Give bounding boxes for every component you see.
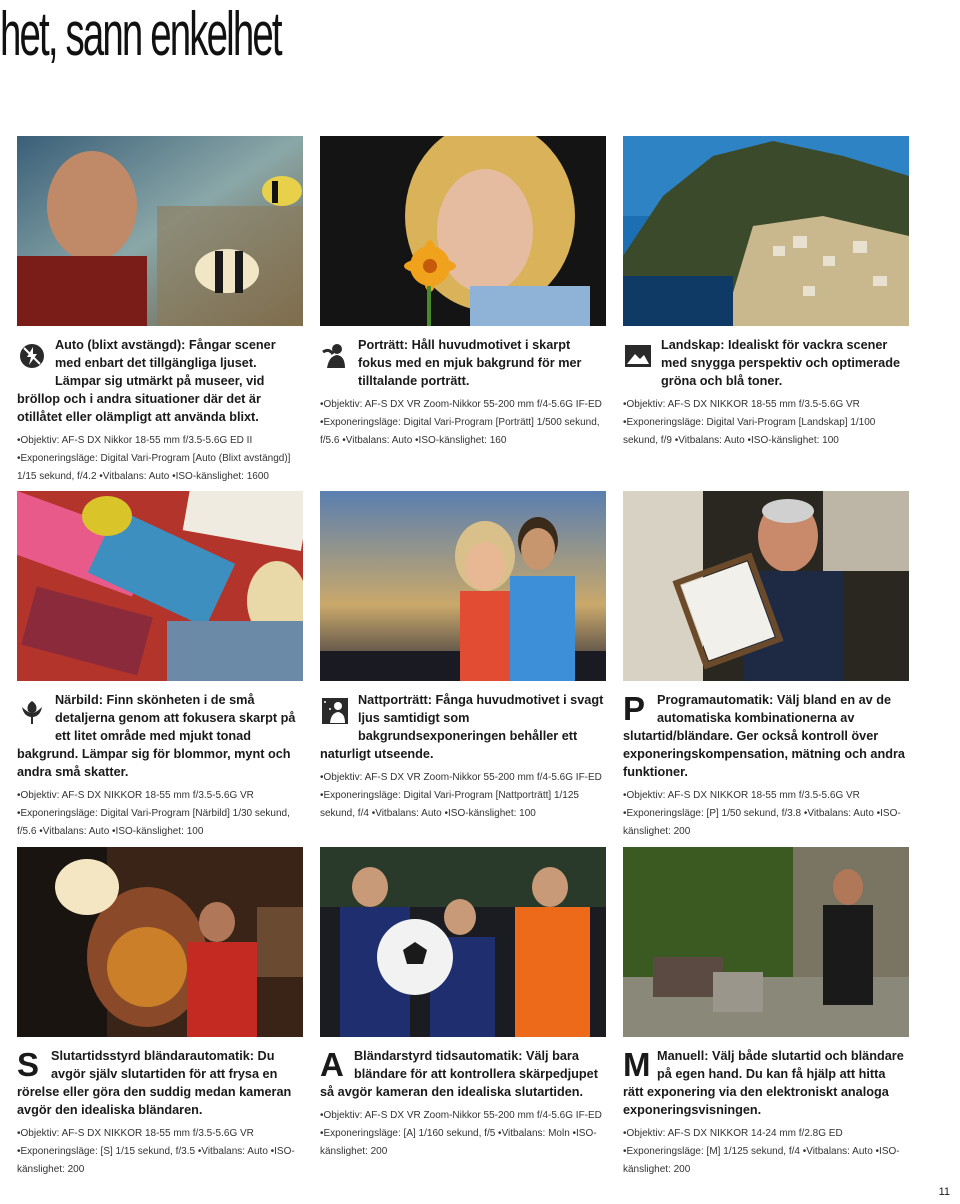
scene-card-auto	[17, 136, 303, 486]
thread-spools-photo	[17, 491, 303, 681]
caption: Porträtt: Håll huvudmotivet i skarpt fokus med en mjuk bakgrund för mer tilltalande porträtt.	[320, 336, 606, 390]
scene-card-aperture-priority	[320, 847, 606, 1161]
spec-text: •Objektiv: AF-S DX NIKKOR 18-55 mm f/3.5-5.6G VR •Exponeringsläge: Digital Vari-Program [Landskap] 1/100 sekund, f/9 •Vitbalans: Auto •ISO-känslighet: 100	[623, 399, 876, 446]
scene-card-shutter-priority	[17, 847, 303, 1179]
caption: Landskap: Idealiskt för vackra scener med snygga perspektiv och optimerade gröna och blå toner.	[623, 336, 909, 390]
spec-text: •Objektiv: AF-S DX NIKKOR 18-55 mm f/3.5-5.6G VR •Exponeringsläge: [P] 1/50 sekund, f/3.8 •Vitbalans: Auto •ISO-känslighet: 200	[623, 790, 901, 837]
caption: P Programautomatik: Välj bland en av de automatiska kombinationerna av slutartid/bländare. Ger också kontroll över exponeringskompensation, mätning och andra funktioner.	[623, 690, 905, 779]
football-team-photo	[320, 847, 606, 1037]
pizza-maker-photo	[17, 847, 303, 1037]
craftsman-photo	[623, 491, 909, 681]
spec-text: •Objektiv: AF-S DX NIKKOR 18-55 mm f/3.5-5.6G VR •Exponeringsläge: [S] 1/15 sekund, f/3.5 •Vitbalans: Auto •ISO-känslighet: 200	[17, 1128, 295, 1175]
caption: Nattporträtt: Fånga huvudmotivet i svagt ljus samtidigt som bakgrundsexponeringen behåller ett naturligt utseende.	[320, 693, 604, 761]
night-portrait-icon	[320, 696, 350, 726]
scene-card-night-portrait	[320, 491, 606, 823]
mode-letter: M	[623, 1046, 651, 1083]
auto-flash-off-icon	[17, 341, 47, 371]
portrait-icon	[320, 341, 350, 371]
caption: M Manuell: Välj både slutartid och bländare på egen hand. Du kan få hjälp att hitta rätt exponering via den elektroniskt analoga exponeringsvisningen.	[623, 1046, 904, 1117]
spec-text: •Objektiv: AF-S DX NIKKOR 14-24 mm f/2.8G ED •Exponeringsläge: [M] 1/125 sekund, f/4 •Vitbalans: Auto •ISO-känslighet: 200	[623, 1128, 900, 1175]
landscape-icon	[623, 341, 653, 371]
mode-letter: P	[623, 690, 646, 727]
child-aquarium-photo	[17, 136, 303, 326]
spec-text: •Objektiv: AF-S DX Nikkor 18-55 mm f/3.5-5.6G ED II •Exponeringsläge: Digital Vari-Program [Auto (Blixt avstängd)] 1/15 sekund, f/4.2 •Vitbalans: Auto •ISO-känslighet: 1600	[17, 435, 291, 482]
spec-text: •Objektiv: AF-S DX VR Zoom-Nikkor 55-200 mm f/4-5.6G IF-ED •Exponeringsläge: Digital Vari-Program [Porträtt] 1/500 sekund, f/5.6 •Vitbalans: Auto •ISO-känslighet: 160	[320, 399, 602, 446]
woman-flower-photo	[320, 136, 606, 326]
scene-card-manual	[623, 847, 909, 1179]
page-title: het, sann enkelhet	[0, 0, 281, 69]
scene-card-landscape	[623, 136, 909, 450]
caption: Närbild: Finn skönheten i de små detaljerna genom att fokusera skarpt på ett litet område med mjukt tonad bakgrund. Lämpar sig för blommor, mynt och andra små skatter.	[17, 693, 296, 779]
spec-text: •Objektiv: AF-S DX VR Zoom-Nikkor 55-200 mm f/4-5.6G IF-ED •Exponeringsläge: Digital Vari-Program [Nattporträtt] 1/125 sekund, f/4 •Vitbalans: Auto •ISO-känslighet: 100	[320, 772, 602, 819]
closeup-flower-icon	[17, 696, 47, 726]
scene-card-programmed	[623, 491, 909, 841]
mode-letter: S	[17, 1046, 40, 1083]
page-number: 11	[938, 1186, 950, 1198]
scene-card-portrait	[320, 136, 606, 450]
couple-sunset-photo	[320, 491, 606, 681]
caption: Auto (blixt avstängd): Fångar scener med enbart det tillgängliga ljuset. Lämpar sig utmärkt på museer, vid bröllop och i andra situationer där det är otillåtet eller olämpligt att använda blixt.	[17, 338, 276, 424]
scene-card-closeup	[17, 491, 303, 841]
man-donkeys-photo	[623, 847, 909, 1037]
caption: A Bländarstyrd tidsautomatik: Välj bara bländare för att kontrollera skärpedjupet så avgör kameran den idealiska slutartiden.	[320, 1046, 598, 1099]
coastal-village-photo	[623, 136, 909, 326]
mode-letter: A	[320, 1046, 344, 1083]
spec-text: •Objektiv: AF-S DX NIKKOR 18-55 mm f/3.5-5.6G VR •Exponeringsläge: Digital Vari-Program [Närbild] 1/30 sekund, f/5.6 •Vitbalans: Auto •ISO-känslighet: 100	[17, 790, 290, 837]
caption: S Slutartidsstyrd bländarautomatik: Du avgör själv slutartiden för att frysa en rörelse eller göra den suddig medan kameran avgör den idealiska bländaren.	[17, 1046, 292, 1117]
spec-text: •Objektiv: AF-S DX VR Zoom-Nikkor 55-200 mm f/4-5.6G IF-ED •Exponeringsläge: [A] 1/160 sekund, f/5 •Vitbalans: Moln •ISO-känslighet: 200	[320, 1110, 602, 1157]
